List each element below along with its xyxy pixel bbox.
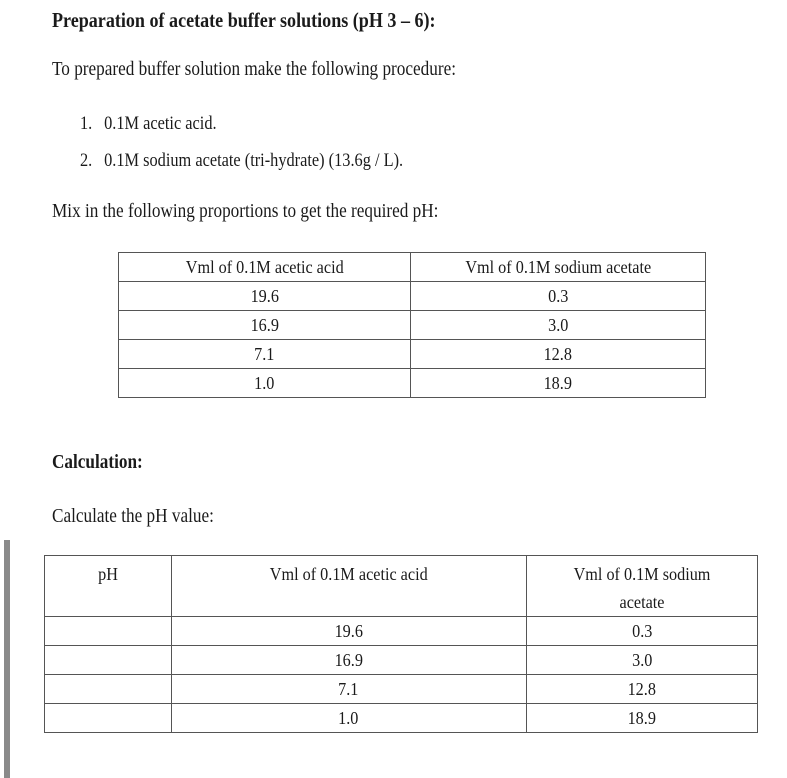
- header-text: Vml of 0.1M sodium acetate: [465, 256, 652, 277]
- table-cell: [411, 282, 706, 311]
- mix-text: [52, 200, 501, 223]
- cell-text: 19.6: [250, 285, 279, 306]
- mix-span: Mix in the following proportions to get the required pH:: [52, 200, 439, 222]
- calculation-table: [44, 555, 758, 733]
- cell-text: 12.8: [627, 678, 656, 699]
- table-header-row: [45, 556, 758, 617]
- list-number: 2.: [80, 150, 93, 171]
- table-cell: [119, 282, 411, 311]
- cell-text: 16.9: [334, 649, 363, 670]
- header-sodium-acetate: [526, 556, 757, 617]
- cell-text: 18.9: [627, 707, 656, 728]
- document-title: [52, 8, 498, 33]
- header-text: pH: [97, 564, 118, 584]
- header-text: Vml of 0.1M acetic acid: [269, 564, 428, 584]
- table-row: [119, 311, 706, 340]
- table-row: [119, 369, 706, 398]
- table-cell: [526, 704, 757, 733]
- table-row: [45, 704, 758, 733]
- table-cell: [411, 311, 706, 340]
- table-header-row: [119, 253, 706, 282]
- table-cell: [411, 340, 706, 369]
- header-sodium-acetate: [411, 253, 706, 282]
- table-cell: [526, 646, 757, 675]
- ph-input-cell[interactable]: [45, 675, 172, 704]
- ph-input-cell[interactable]: [45, 646, 172, 675]
- intro-span: To prepared buffer solution make the following procedure:: [52, 58, 456, 80]
- table-row: [119, 282, 706, 311]
- cell-text: 0.3: [548, 285, 569, 306]
- calculation-text-span: Calculate the pH value:: [52, 505, 214, 527]
- table-row: [45, 675, 758, 704]
- list-number: 1.: [80, 113, 93, 134]
- table-cell: [411, 369, 706, 398]
- table-cell: [171, 704, 526, 733]
- list-text: 0.1M sodium acetate (tri-hydrate) (13.6g / L).: [104, 150, 404, 171]
- left-margin-bar: [4, 540, 10, 778]
- header-text: Vml of 0.1M acetic acid: [185, 256, 344, 277]
- cell-text: 18.9: [544, 372, 573, 393]
- header-acetic-acid: [119, 253, 411, 282]
- calculation-heading: [52, 451, 158, 474]
- cell-text: 3.0: [631, 649, 652, 670]
- table-row: [45, 646, 758, 675]
- cell-text: 19.6: [334, 620, 363, 641]
- header-ph: [45, 556, 172, 617]
- cell-text: 1.0: [254, 372, 275, 393]
- table-cell: [119, 340, 411, 369]
- cell-text: 1.0: [338, 707, 359, 728]
- title-text: Preparation of acetate buffer solutions (pH 3 – 6):: [52, 8, 436, 32]
- table-cell: [526, 675, 757, 704]
- table-cell: [119, 369, 411, 398]
- table-row: [119, 340, 706, 369]
- table-cell: [171, 675, 526, 704]
- list-item: [80, 113, 239, 135]
- header-text: Vml of 0.1M sodium: [573, 564, 711, 584]
- list-text: 0.1M acetic acid.: [104, 113, 217, 134]
- header-acetic-acid: [171, 556, 526, 617]
- ph-input-cell[interactable]: [45, 617, 172, 646]
- table-cell: [171, 617, 526, 646]
- cell-text: 3.0: [548, 314, 569, 335]
- calculation-text: [52, 505, 240, 528]
- ph-input-cell[interactable]: [45, 704, 172, 733]
- cell-text: 7.1: [254, 343, 275, 364]
- table-row: [45, 617, 758, 646]
- cell-text: 0.3: [631, 620, 652, 641]
- header-text: acetate: [619, 592, 665, 612]
- cell-text: 7.1: [338, 678, 359, 699]
- calculation-heading-text: Calculation:: [52, 451, 143, 473]
- table-cell: [119, 311, 411, 340]
- table-cell: [526, 617, 757, 646]
- intro-text: [52, 58, 522, 81]
- list-item: [80, 150, 456, 172]
- cell-text: 12.8: [544, 343, 573, 364]
- cell-text: 16.9: [250, 314, 279, 335]
- table-cell: [171, 646, 526, 675]
- proportions-table: [118, 252, 706, 398]
